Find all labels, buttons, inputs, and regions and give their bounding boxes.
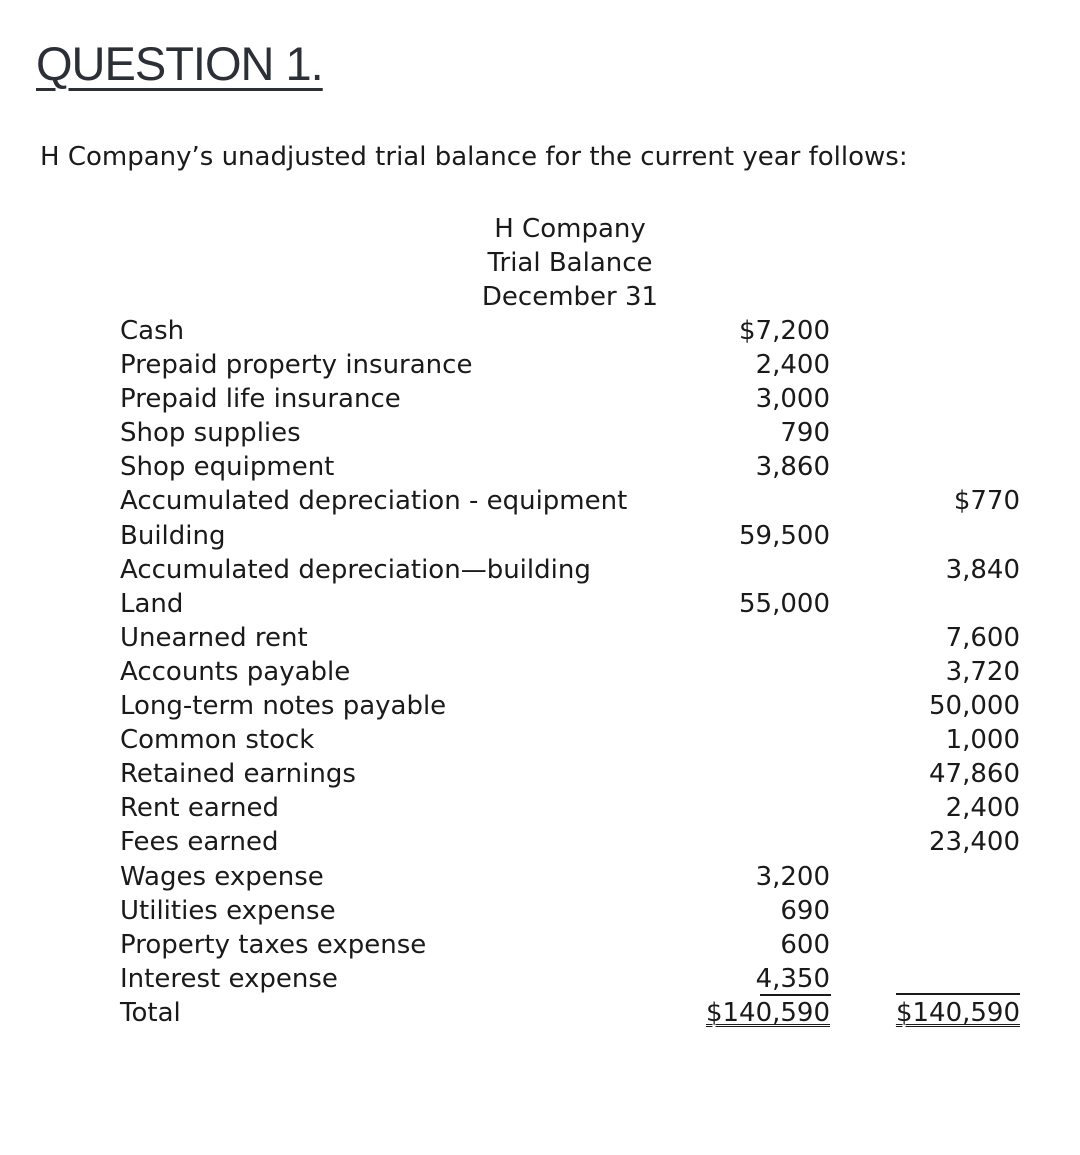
credit-amount: 23,400 [929,827,1020,858]
credit-sum-rule [896,993,1020,995]
table-row [120,825,1040,859]
account-name: Accumulated depreciation - equipment [120,486,628,517]
debit-amount: 55,000 [739,588,830,619]
account-name: Utilities expense [120,895,336,926]
debit-amount: 59,500 [739,520,830,551]
table-row [120,450,1040,484]
account-name: Common stock [120,725,315,756]
table-row [120,689,1040,723]
account-name: Fees earned [120,827,279,858]
debit-amount: 2,400 [755,350,830,381]
table-row [120,553,1040,587]
debit-amount: 600 [780,929,830,960]
account-name: Cash [120,316,185,346]
table-row [120,484,1040,518]
trial-balance-table [120,314,1040,1030]
table-row [120,894,1040,928]
account-name: Shop supplies [120,418,301,449]
credit-amount: 47,860 [929,759,1020,790]
trial-balance-header [420,212,720,314]
credit-amount: 7,600 [945,622,1020,653]
credit-amount: 3,840 [945,554,1020,585]
debit-amount: 790 [780,418,830,449]
credit-amount: 3,720 [945,656,1020,687]
account-name: Wages expense [120,861,324,892]
statement-date: December 31 [481,282,659,312]
table-row [120,655,1040,689]
table-row [120,519,1040,553]
intro-text: H Company’s unadjusted trial balance for the current year follows: [40,142,908,172]
account-name: Unearned rent [120,622,308,653]
total-debit: $140,590 [705,997,830,1028]
total-row [120,996,1040,1030]
account-name: Building [120,520,226,551]
total-credit: $140,590 [895,997,1020,1028]
debit-amount: 3,860 [755,452,830,483]
company-name: H Company [494,214,646,244]
table-row [120,962,1040,996]
question-title: QUESTION 1. [36,37,323,90]
account-name: Shop equipment [120,452,335,483]
debit-amount: $7,200 [739,316,830,346]
account-name: Prepaid property insurance [120,350,473,381]
table-row [120,723,1040,757]
debit-amount: 4,350 [755,963,830,994]
debit-amount: 690 [780,895,830,926]
statement-title: Trial Balance [487,248,653,278]
account-name: Land [120,588,184,619]
table-row [120,757,1040,791]
account-name: Rent earned [120,793,279,824]
account-name: Property taxes expense [120,929,427,960]
total-label: Total [120,997,181,1028]
credit-amount: 50,000 [929,691,1020,722]
credit-amount: $770 [953,486,1020,517]
credit-amount: 1,000 [945,725,1020,756]
table-row [120,587,1040,621]
table-row [120,621,1040,655]
account-name: Retained earnings [120,759,356,790]
table-row [120,928,1040,962]
table-row [120,314,1040,348]
table-row [120,791,1040,825]
table-row [120,348,1040,382]
account-name: Interest expense [120,963,338,994]
table-row [120,382,1040,416]
credit-amount: 2,400 [945,793,1020,824]
debit-amount: 3,000 [755,384,830,415]
account-name: Long-term notes payable [120,691,447,722]
table-row [120,416,1040,450]
table-row [120,860,1040,894]
debit-amount: 3,200 [755,861,830,892]
account-name: Accounts payable [120,656,351,687]
account-name: Prepaid life insurance [120,384,401,415]
account-name: Accumulated depreciation—building [120,554,591,585]
